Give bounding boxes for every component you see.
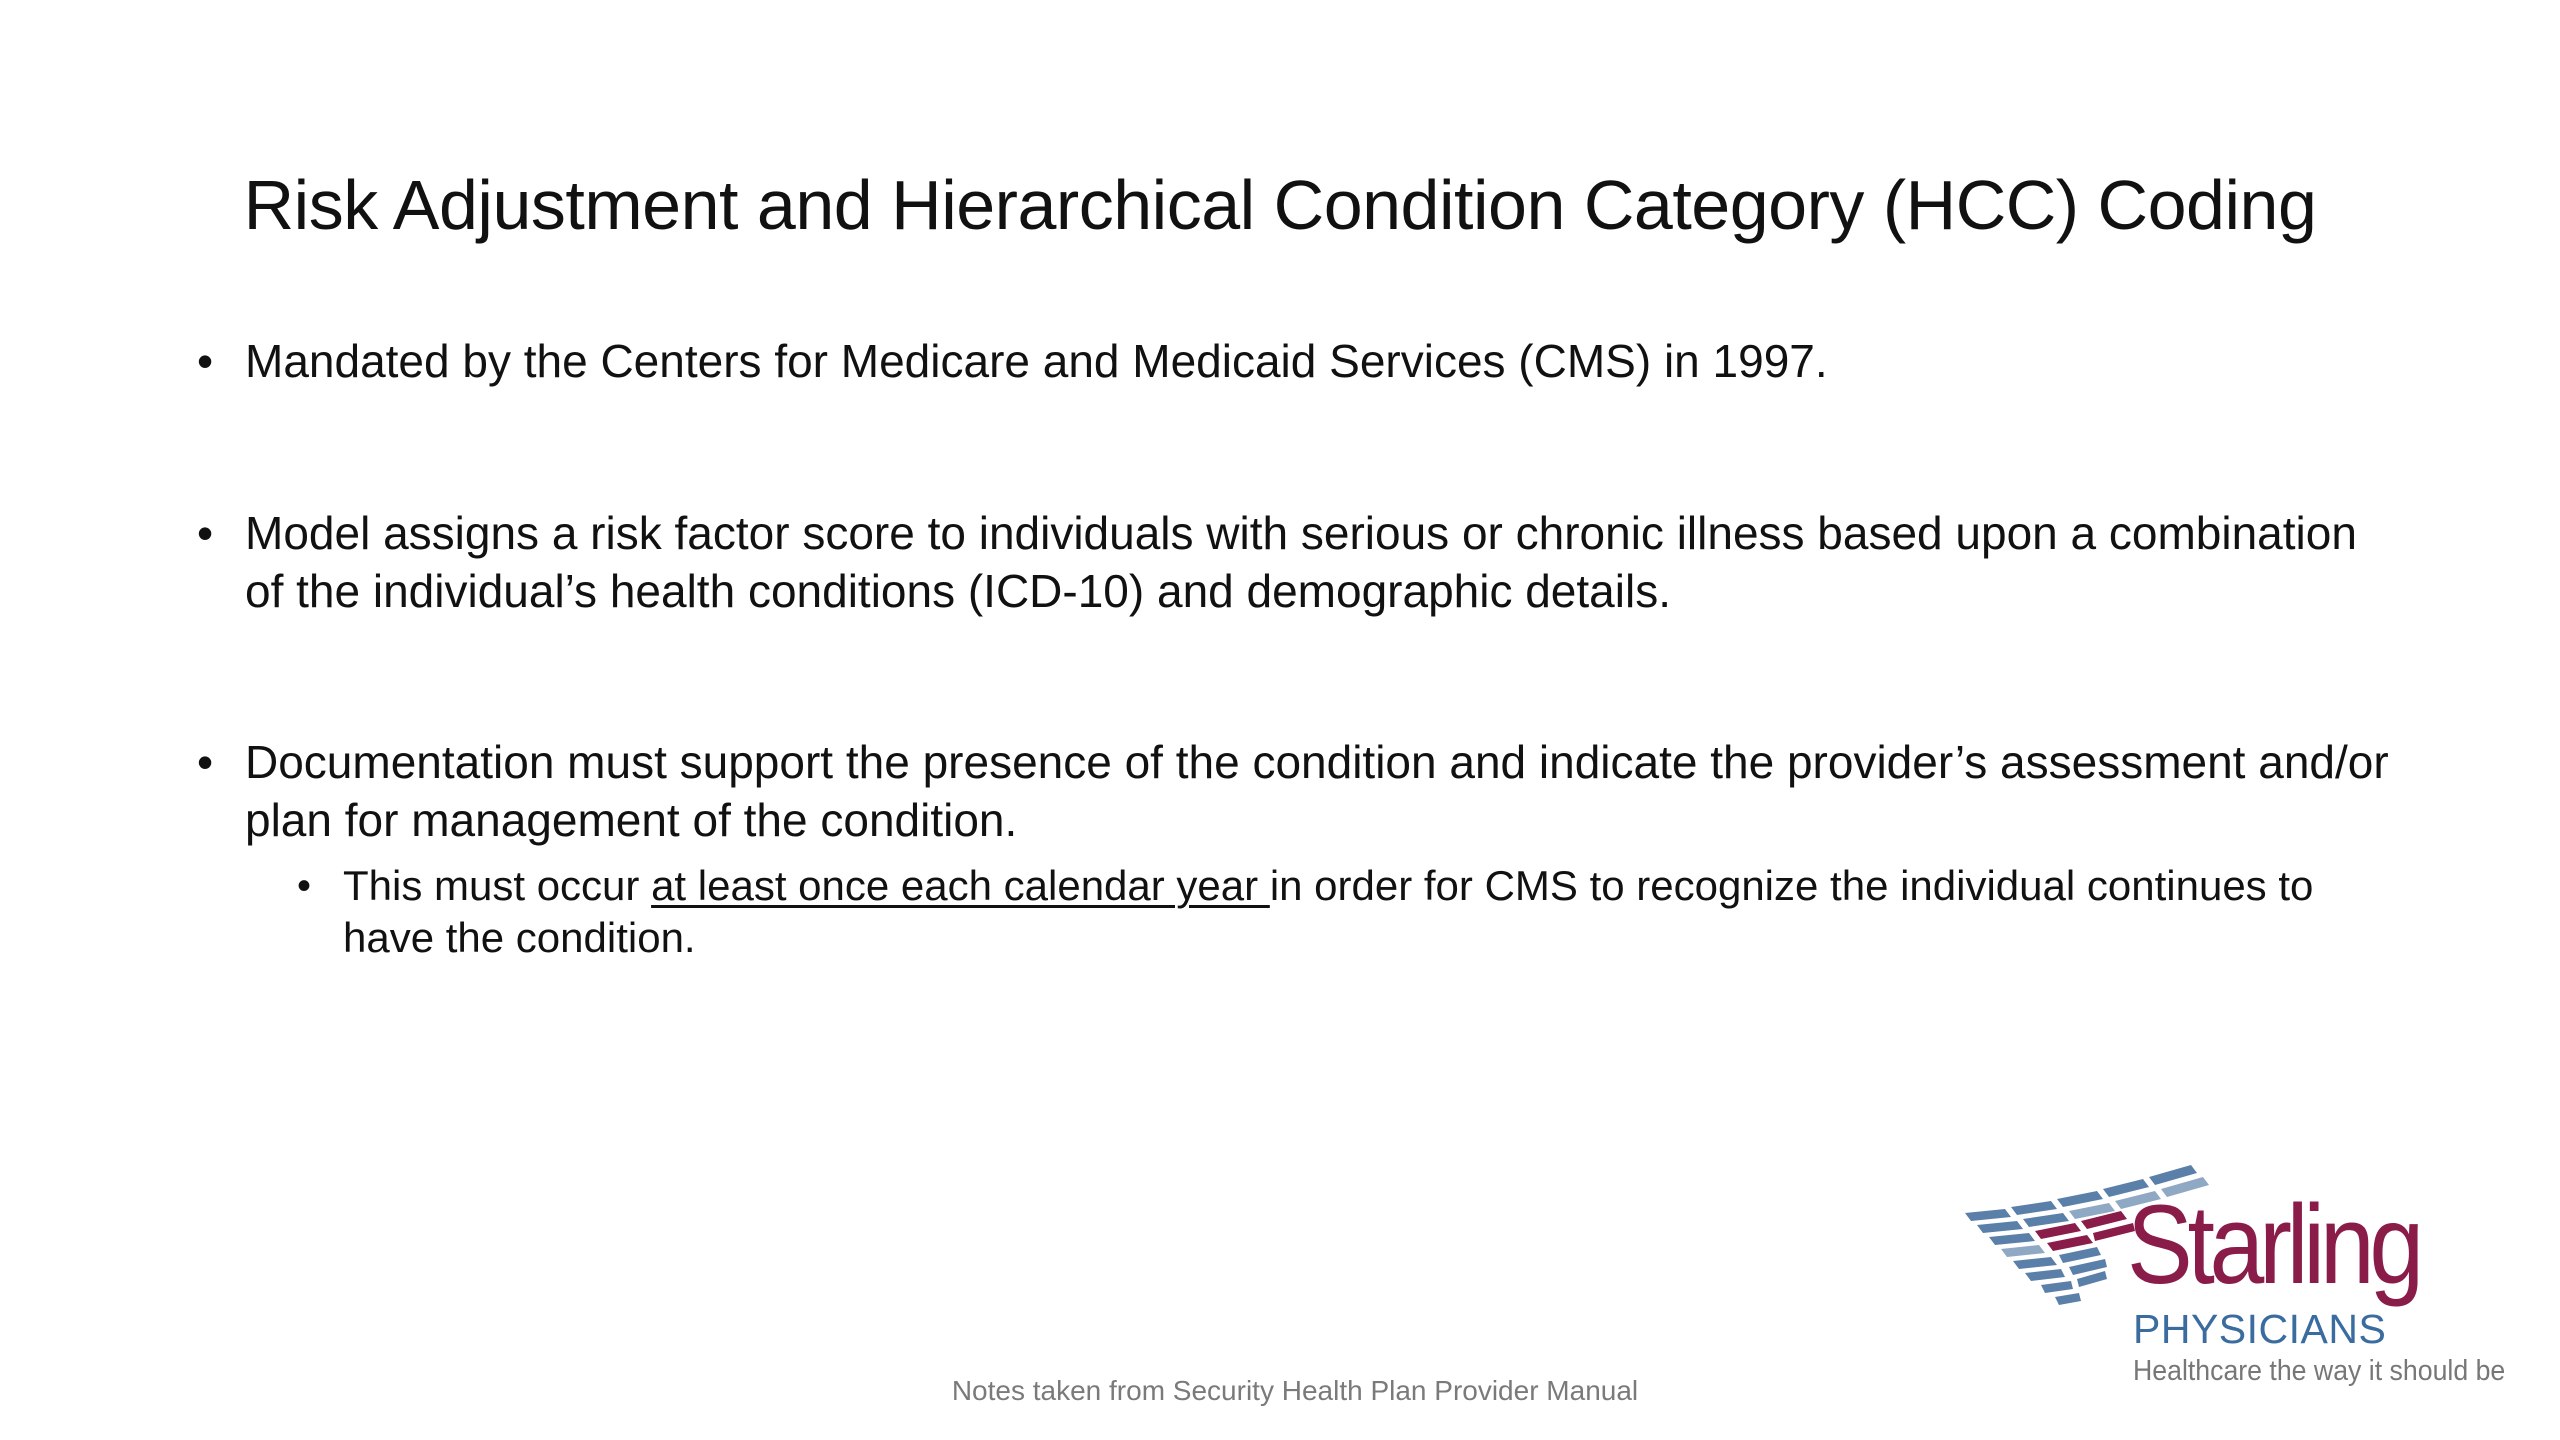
sub-bullet-text-end: in order for CMS to recognize the individual continues to have the condition.	[343, 862, 2314, 961]
logo-wordmark: Starling	[2127, 1182, 2419, 1307]
bullet-dot: •	[197, 507, 214, 559]
bullet-dot: •	[197, 335, 214, 387]
bullet-item	[197, 332, 2395, 390]
starling-physicians-logo	[1965, 1165, 2505, 1395]
bullet-item	[197, 733, 2395, 849]
bullet-item	[197, 504, 2395, 620]
logo-tagline: Healthcare the way it should be	[2133, 1355, 2506, 1387]
bullet-text: Mandated by the Centers for Medicare and Medicaid Services (CMS) in 1997.	[245, 335, 1828, 387]
sub-bullet-underlined-text: at least once each calendar year	[651, 862, 1270, 909]
logo-subtitle: PHYSICIANS	[2133, 1306, 2387, 1352]
slide-title: Risk Adjustment and Hierarchical Condition Category (HCC) Coding	[243, 166, 2317, 244]
footer-note: Notes taken from Security Health Plan Provider Manual	[951, 1375, 1639, 1406]
sub-bullet-item	[297, 860, 2383, 964]
sub-bullet-text-start: This must occur	[343, 862, 652, 909]
bullet-dot: •	[197, 736, 214, 788]
bullet-text: Documentation must support the presence of the condition and indicate the provider’s assessment and/or plan for management of the condition.	[245, 736, 2389, 846]
bullet-text: Model assigns a risk factor score to individuals with serious or chronic illness based upon a combination of the individual’s health conditions (ICD-10) and demographic details.	[245, 507, 2357, 617]
sub-bullet-dot: •	[297, 864, 312, 908]
